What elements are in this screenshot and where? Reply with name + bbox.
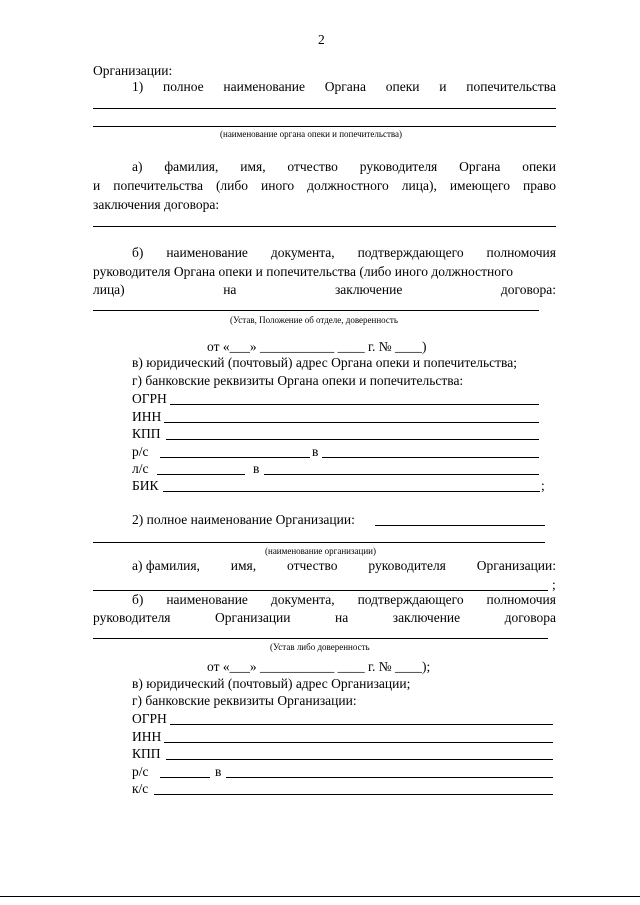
kpp2-label: КПП — [132, 746, 161, 761]
rs2-label: р/с — [132, 764, 149, 779]
ls-bank-in-label: в — [253, 461, 260, 476]
word: документа, — [270, 245, 335, 260]
ls-label: л/с — [132, 461, 149, 476]
item-v1: в) юридический (почтовый) адрес Органа опеки и попечительства; — [132, 355, 517, 370]
item-a1-line1 — [132, 159, 556, 175]
guardian-authority-name-field-1[interactable] — [93, 108, 556, 109]
word: отчество — [287, 159, 338, 174]
ogrn-label: ОГРН — [132, 391, 167, 406]
item-g1: г) банковские реквизиты Органа опеки и попечительства: — [132, 373, 464, 388]
word: имя, — [230, 558, 257, 573]
word: наименование — [223, 79, 306, 94]
word: полномочия — [486, 592, 556, 607]
section-2-heading: 2) полное наименование Организации: — [132, 512, 355, 527]
word: должностного — [307, 178, 389, 193]
word: попечительства — [113, 178, 203, 193]
word: полномочия — [486, 245, 556, 260]
rs-label: р/с — [132, 444, 149, 459]
guardian-head-name-field[interactable] — [93, 226, 556, 227]
item-g2: г) банковские реквизиты Организации: — [132, 693, 357, 708]
guardian-document-caption: (Устав, Положение об отделе, доверенность — [230, 315, 398, 325]
organization-head-name-field[interactable] — [93, 590, 548, 591]
inn-field[interactable] — [164, 422, 539, 423]
page-bottom-edge — [0, 896, 640, 897]
guardian-authority-name-field-2[interactable] — [93, 126, 556, 127]
bank-in-label: в — [312, 444, 319, 459]
word: заключение — [334, 282, 403, 297]
word: руководителя — [368, 558, 446, 573]
guardian-authority-caption: (наименование органа опеки и попечительства) — [220, 129, 403, 139]
bik-field[interactable] — [163, 491, 540, 492]
word: а) фамилия, — [132, 558, 200, 573]
item-b1-line2: руководителя Органа опеки и попечительства (либо иного должностного — [93, 264, 513, 279]
word: подтверждающего — [357, 592, 464, 607]
organizations-heading: Организации: — [93, 63, 173, 78]
word: полное — [163, 79, 204, 94]
word: на — [335, 610, 349, 625]
guardian-document-field[interactable] — [93, 310, 539, 311]
word: наименование — [166, 592, 248, 607]
kpp2-field[interactable] — [166, 759, 553, 760]
word: и — [93, 178, 101, 193]
bank2-name-field[interactable] — [226, 777, 553, 778]
word: б) — [132, 592, 144, 607]
word: и — [439, 79, 447, 94]
inn2-label: ИНН — [132, 729, 162, 744]
item-b2-line2 — [93, 610, 556, 626]
bank2-in-label: в — [215, 764, 222, 779]
item-a2-end: ; — [552, 577, 556, 592]
ogrn-field[interactable] — [170, 404, 539, 405]
word: фамилия, — [164, 159, 219, 174]
word: наименование — [166, 245, 248, 260]
bank-name-field[interactable] — [322, 457, 539, 458]
page-number: 2 — [318, 32, 325, 47]
word: иного — [261, 178, 295, 193]
word: договора — [504, 610, 556, 625]
word: опеки — [522, 159, 556, 174]
word: лица) — [93, 282, 125, 297]
word: лица), — [401, 178, 437, 193]
kpp-label: КПП — [132, 426, 161, 441]
word: отчество — [287, 558, 338, 573]
word: б) — [132, 245, 144, 260]
item-a1-line2 — [93, 178, 556, 194]
bik-end: ; — [541, 478, 545, 493]
organization-name-field-2[interactable] — [93, 542, 545, 543]
ks2-label: к/с — [132, 781, 149, 796]
ogrn2-label: ОГРН — [132, 711, 167, 726]
word: руководителя — [93, 610, 171, 625]
organization-document-field[interactable] — [93, 638, 548, 639]
kpp-field[interactable] — [166, 439, 539, 440]
organization-document-date-line: от «___» ___________ ____ г. № ____); — [207, 659, 431, 674]
ogrn2-field[interactable] — [170, 724, 553, 725]
word: попечительства — [466, 79, 556, 94]
organization-name-caption: (наименование организации) — [265, 546, 376, 556]
item-b2-line1 — [132, 592, 556, 608]
item-b1-line1 — [132, 245, 556, 261]
ks2-field[interactable] — [154, 794, 553, 795]
word: Органа — [324, 79, 367, 94]
section-1-heading — [132, 79, 556, 95]
word: на — [223, 282, 237, 297]
item-a1-line3: заключения договора: — [93, 197, 220, 212]
bik-label: БИК — [132, 478, 159, 493]
item-a2-line1 — [132, 558, 556, 574]
word: Организации — [215, 610, 291, 625]
word: право — [522, 178, 556, 193]
item-v2: в) юридический (почтовый) адрес Организации; — [132, 676, 411, 691]
word: (либо — [215, 178, 249, 193]
word: имеющего — [449, 178, 510, 193]
organization-name-field-1[interactable] — [375, 525, 545, 526]
word: Органа — [459, 159, 501, 174]
inn-label: ИНН — [132, 409, 162, 424]
organization-document-caption: (Устав либо доверенность — [270, 642, 370, 652]
word: имя, — [240, 159, 266, 174]
guardian-document-date-line: от «___» ___________ ____ г. № ____) — [207, 339, 427, 354]
rs-field[interactable] — [160, 457, 310, 458]
word: руководителя — [359, 159, 438, 174]
word: документа, — [270, 592, 335, 607]
rs2-field[interactable] — [160, 777, 210, 778]
word: опеки — [385, 79, 420, 94]
inn2-field[interactable] — [164, 742, 553, 743]
ls-field[interactable] — [157, 474, 245, 475]
word: 1) — [132, 79, 144, 94]
item-b1-line3 — [93, 282, 556, 298]
ls-bank-name-field[interactable] — [264, 474, 539, 475]
word: а) — [132, 159, 143, 174]
word: Организации: — [476, 558, 556, 573]
word: заключение — [392, 610, 461, 625]
word: договора: — [500, 282, 556, 297]
word: подтверждающего — [357, 245, 464, 260]
